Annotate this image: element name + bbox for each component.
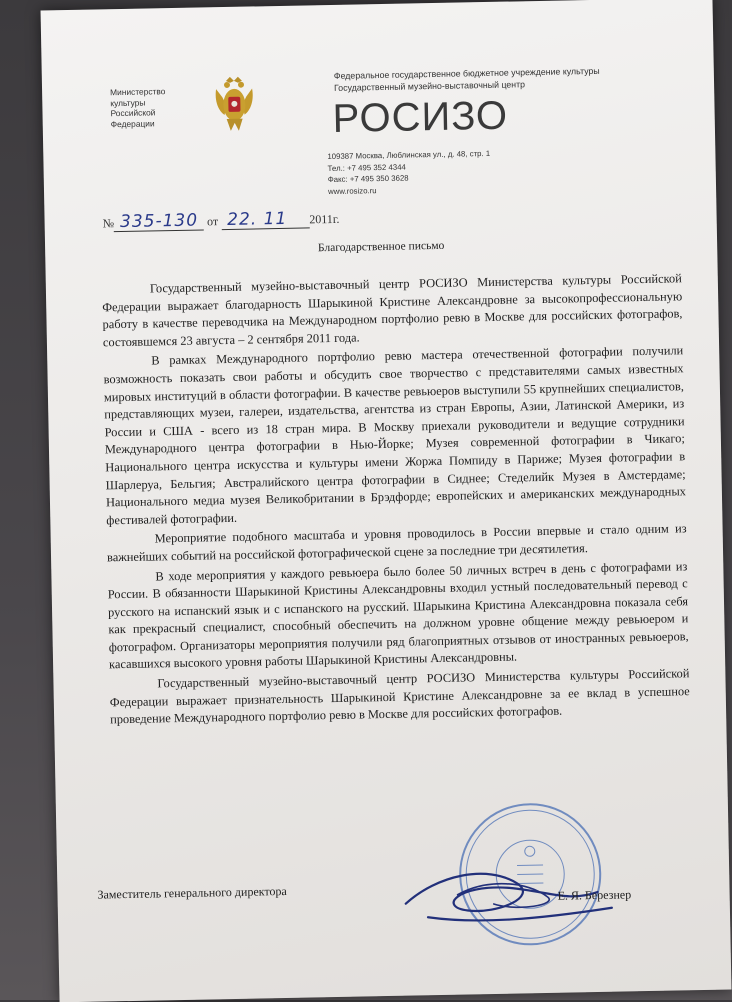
paragraph: В рамках Международного портфолио ревю мастера отечественной фотографии получили возможность показать свои работы и обсудить свое творчество с представителями самых известных мировых институций в области фотографии. В качестве ревьюеров выступили 55 крупнейших специалистов, представляющих музеи, галереи, издательства, агентства из стран Европы, Азии, Латинской Америки, из России и США - всего из 18 стран мира. В Москву приехали руководители и ведущие сотрудники Международного центра фотографии в Нью-Йорке; Музея современной фотографии в Чикаго; Национального центра искусства и культуры имени Жоржа Помпиду в Париже; Музея фотографии в Шарлеруа, Бельгия; Австралийского центра фотографии в Сиднее; Стеделийк Музея в Амстердаме; Национального медиа музея Великобритании в Брэдфорде; европейских и американских международных фестивалей фотографии. xyxy=(103,343,687,528)
from-word: от xyxy=(206,214,219,229)
coat-of-arms-icon xyxy=(212,74,257,137)
year: 2011г. xyxy=(309,211,340,227)
signer-name: Е. Я. Березнер xyxy=(557,887,632,903)
paragraph: Государственный музейно-выставочный центр РОСИЗО Министерства культуры Российской Федерации выражает признательность Шарыкиной Кристине Александровне за ее вклад в успешное проведение Международного портфолио ревю в Москве для российских фотографов. xyxy=(109,666,690,727)
ministry-name xyxy=(110,86,191,130)
ministry-line: Федерации xyxy=(110,117,155,129)
paragraph: В ходе мероприятия у каждого ревьюера было более 50 личных встреч в день с фотографами из России. В обязанности Шарыкиной Кристины Александровны входил устный последовательный перевод с русского на испанский язык и с испанского на русский. Шарыкина Кристина Александровна показала себя как прекрасный специалист, способный обеспечить на должном уровне общение между ревьюером и фотографом. Организаторы мероприятия получили ряд благоприятных отзывов от иностранных ревьюеров, касавшихся высокого уровня работы Шарыкиной Кристины Александровны. xyxy=(107,558,689,672)
handwritten-date: 22. 11 xyxy=(221,209,309,230)
org-name-line: Государственный музейно-выставочный центр xyxy=(333,79,526,93)
reference-line xyxy=(102,209,339,233)
address: 109387 Москва, Люблинская ул., д. 48, стр. 1 xyxy=(327,148,491,162)
letter-body xyxy=(102,270,691,731)
paragraph: Мероприятие подобного масштаба и уровня проводилось в России впервые и стало одним из важнейших событий на российской фотографической сцене за последние три десятилетия. xyxy=(106,521,687,565)
phone: Тел.: +7 495 352 4344 xyxy=(327,162,406,173)
handwritten-number: 335-130 xyxy=(114,211,204,232)
ministry-line: Российской xyxy=(110,107,156,119)
website: www.rosizo.ru xyxy=(327,185,377,196)
paragraph: Государственный музейно-выставочный центр РОСИЗО Министерства культуры Российской Федерации выражает благодарность Шарыкиной Кристине Александровне за высокопрофессиональную работу в качестве переводчика на Международном портфолио ревю в Москве для российских фотографов, состоявшемся 23 августа – 2 сентября 2011 года. xyxy=(102,271,683,350)
number-sign: № xyxy=(102,216,115,231)
signer-position: Заместитель генерального директора xyxy=(97,883,287,902)
ministry-line: Министерство xyxy=(110,86,166,98)
contact-block xyxy=(327,148,491,197)
brand-logo-text: РОСИЗО xyxy=(332,93,509,141)
org-type-line: Федеральное государственное бюджетное учреждение культуры xyxy=(333,65,600,81)
letter-page xyxy=(41,0,732,1002)
ministry-line: культуры xyxy=(110,97,146,108)
letter-title: Благодарственное письмо xyxy=(317,239,445,255)
fax: Факс: +7 495 350 3628 xyxy=(327,173,409,185)
